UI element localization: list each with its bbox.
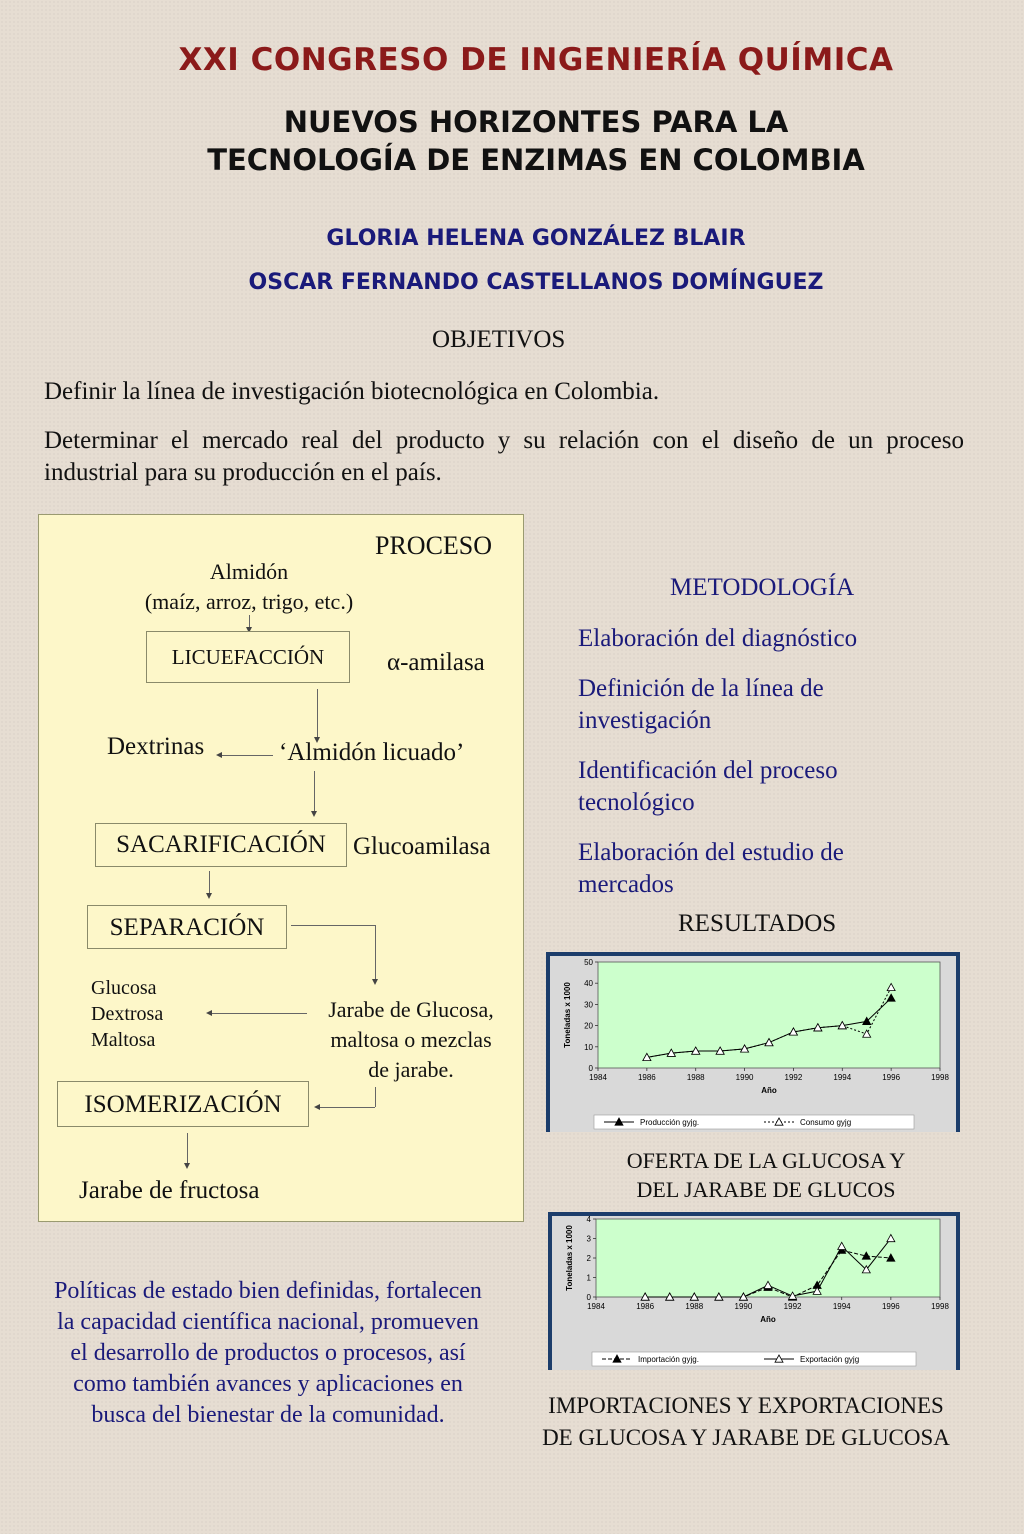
label-glucoamilasa: Glucoamilasa	[353, 833, 491, 860]
licuefaccion-box	[146, 631, 350, 683]
y-tick-label: 40	[584, 979, 593, 989]
chart-comercio	[548, 1212, 960, 1370]
y-tick-label: 20	[584, 1021, 593, 1031]
metodologia-item-4: Elaboración del estudio de mercados	[578, 839, 844, 898]
jarabe-line-2: maltosa o mezclas	[330, 1027, 492, 1052]
chart-comercio-frame	[548, 1212, 960, 1370]
y-tick-label: 0	[588, 1064, 593, 1073]
plot-area	[598, 962, 940, 1068]
chart-comercio-caption	[506, 1390, 986, 1454]
author-1: GLORIA HELENA GONZÁLEZ BLAIR	[326, 226, 746, 251]
metodologia-item-3: Identificación del proceso tecnológico	[578, 757, 838, 816]
metodologia-heading: METODOLOGÍA	[670, 574, 855, 601]
legend-label-1: Importación gyjg.	[638, 1355, 699, 1364]
process-diagram	[38, 514, 524, 1222]
isomerizacion-box	[57, 1081, 309, 1127]
y-tick-label: 0	[586, 1293, 591, 1302]
x-tick-label: 1986	[636, 1302, 655, 1311]
x-tick-label: 1984	[587, 1302, 605, 1311]
isomerizacion-label: ISOMERIZACIÓN	[84, 1091, 282, 1118]
y-tick-label: 30	[584, 1000, 593, 1010]
y-tick-label: 2	[586, 1254, 591, 1263]
jarabe-line-3: de jarabe.	[368, 1057, 454, 1082]
process-heading: PROCESO	[375, 531, 493, 560]
y-tick-label: 50	[584, 958, 593, 967]
x-axis-label: Año	[761, 1086, 777, 1095]
y-axis-label: Toneladas x 1000	[565, 1225, 574, 1291]
label-jarabe-glucosa	[311, 995, 511, 1085]
chart-oferta	[546, 952, 960, 1132]
x-tick-label: 1986	[637, 1073, 656, 1082]
caption-comercio-line-2: DE GLUCOSA Y JARABE DE GLUCOSA	[542, 1425, 950, 1450]
x-tick-label: 1994	[832, 1302, 851, 1311]
objetivo-1: Definir la línea de investigación biotecnológica en Colombia.	[44, 378, 660, 405]
sugars-list	[91, 975, 163, 1053]
objetivo-2: Determinar el mercado real del producto y su relación con el diseño de un proceso industrial para su producción en el país.	[44, 427, 964, 486]
legend-label-2: Exportación gyjg	[800, 1355, 860, 1364]
chart-oferta-caption	[560, 1146, 972, 1204]
label-almidon-licuado: ‘Almidón licuado’	[279, 739, 465, 766]
sacarificacion-label: SACARIFICACIÓN	[116, 831, 326, 858]
x-tick-label: 1998	[931, 1302, 949, 1311]
separacion-box	[87, 905, 287, 949]
x-tick-label: 1990	[735, 1073, 754, 1082]
x-axis-label: Año	[760, 1315, 776, 1324]
label-jarabe-fructosa: Jarabe de fructosa	[79, 1177, 260, 1204]
x-tick-label: 1988	[686, 1073, 705, 1082]
politicas-text: Políticas de estado bien definidas, fortalecen la capacidad científica nacional, promueven el desarrollo de productos o procesos, así como también avances y aplicaciones en busca del bienestar de la comunidad.	[54, 1278, 482, 1428]
sacarificacion-box	[95, 823, 347, 867]
caption-comercio-line-1: IMPORTACIONES Y EXPORTACIONES	[548, 1393, 944, 1418]
separacion-label: SEPARACIÓN	[109, 914, 265, 941]
resultados-heading: RESULTADOS	[678, 910, 837, 937]
y-tick-label: 10	[584, 1042, 593, 1052]
subtitle-line-2: TECNOLOGÍA DE ENZIMAS EN COLOMBIA	[207, 143, 865, 177]
y-axis-label: Toneladas x 1000	[563, 982, 572, 1048]
x-tick-label: 1996	[881, 1302, 900, 1311]
subtitle-line-1: NUEVOS HORIZONTES PARA LA	[283, 105, 789, 139]
licuefaccion-label: LICUEFACCIÓN	[171, 645, 325, 669]
poster-title: XXI CONGRESO DE INGENIERÍA QUÍMICA	[178, 42, 894, 78]
x-tick-label: 1998	[931, 1073, 949, 1082]
objetivos-heading: OBJETIVOS	[432, 326, 566, 353]
label-alfa-amilasa: α-amilasa	[387, 649, 485, 676]
metodologia-item-2: Definición de la línea de investigación	[578, 675, 824, 734]
metodologia-item-1: Elaboración del diagnóstico	[578, 625, 858, 652]
author-2: OSCAR FERNANDO CASTELLANOS DOMÍNGUEZ	[248, 270, 824, 295]
x-tick-label: 1990	[734, 1302, 753, 1311]
jarabe-line-1: Jarabe de Glucosa,	[328, 997, 494, 1022]
y-tick-label: 1	[586, 1273, 591, 1283]
y-tick-label: 3	[586, 1234, 591, 1244]
label-almidon-sources: (maíz, arroz, trigo, etc.)	[144, 589, 354, 614]
legend-label-1: Producción gyjg.	[640, 1118, 700, 1127]
poster-subtitle	[0, 103, 1024, 179]
x-tick-label: 1994	[833, 1073, 852, 1082]
caption-oferta-line-1: OFERTA DE LA GLUCOSA Y	[626, 1148, 906, 1173]
y-tick-label: 4	[586, 1215, 591, 1224]
x-tick-label: 1984	[589, 1073, 607, 1082]
label-maltosa: Maltosa	[91, 1029, 156, 1051]
label-dextrinas: Dextrinas	[107, 733, 205, 760]
x-tick-label: 1988	[685, 1302, 704, 1311]
x-tick-label: 1992	[783, 1302, 802, 1311]
label-glucosa: Glucosa	[91, 977, 157, 999]
legend-label-2: Consumo gyjg	[800, 1118, 852, 1127]
x-tick-label: 1996	[882, 1073, 901, 1082]
label-dextrosa: Dextrosa	[91, 1003, 164, 1025]
chart-oferta-frame	[546, 952, 960, 1132]
x-tick-label: 1992	[784, 1073, 803, 1082]
label-almidon: Almidón	[209, 559, 289, 584]
caption-oferta-line-2: DEL JARABE DE GLUCOS	[636, 1177, 896, 1202]
